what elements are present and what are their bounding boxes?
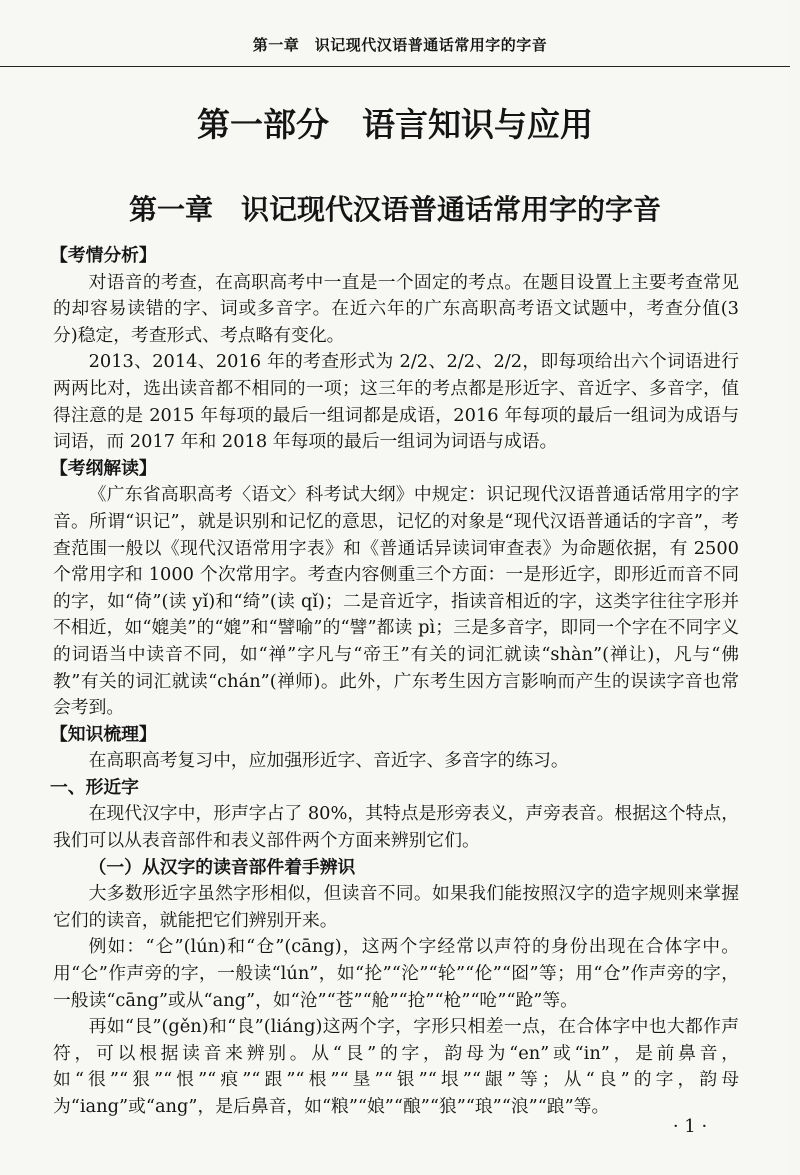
running-header: 第一章 识记现代汉语普通话常用字的字音 [252, 36, 548, 54]
similar-form-characters-intro: 在现代汉字中，形声字占了 80%，其特点是形旁表义，声旁表音。根据这个特点，我们可以从表音部件和表义部件两个方面来辨别它们。 [53, 803, 739, 852]
phonetic-component-paragraph: 例如：“仑”(lún)和“仓”(cāng)，这两个字经常以声符的身份出现在合体字中。用“仑”作声旁的字，一般读“lún”，如“抡”“沦”“轮”“伦”“囵”等；用“仓”作声旁的字，一般读“cāng”或从“ang”，如“沧”“苍”“舱”“抢”“枪”“呛”“跄”等。 [53, 936, 739, 1011]
part-title: 第一部分 语言知识与应用 [197, 105, 593, 144]
phonetic-component-paragraph: 大多数形近字虽然字形相似，但读音不同。如果我们能按照汉字的造字规则来掌握它们的读音，就能把它们辨别开来。 [53, 883, 739, 931]
knowledge-intro: 在高职高考复习中，应加强形近字、音近字、多音字的练习。 [88, 750, 569, 772]
syllabus-paragraph: 《广东省高职高考〈语文〉科考试大纲》中规定：识记现代汉语普通话常用字的字音。所谓“识记”，就是识别和记忆的意思，记忆的对象是“现代汉语普通话的字音”，考查范围一般以《现代汉语常用字表》和《普通话异读词审查表》为命题依据，有 2500 个常用字和 1000 个次常用字。考查内容侧重三个方面：一是形近字，即形近而音不同的字，如“倚”(读 yǐ)和“绮”(读 qǐ)；二是音近字，指读音相近的字，这类字往往字形并不相近，如“媲美”的“媲”和“譬喻”的“譬”都读 pì；三是多音字，即同一个字在不同字义的词语当中读音不同，如“禅”字凡与“帝王”有关的词汇就读“shàn”(禅让)，凡与“佛教”有关的词汇就读“chán”(禅师)。此外，广东考生因方言影响而产生的误读字音也常会考到。 [53, 484, 739, 719]
exam-analysis-heading: 【考情分析】 [50, 245, 157, 266]
exam-analysis-paragraph: 对语音的考查，在高职高考中一直是一个固定的考点。在题目设置上主要考查常见的却容易读错的字、词或多音字。在近六年的广东高职高考语文试题中，考查分值(3 分)稳定，考查形式、考点略有变化。 [53, 271, 739, 346]
chapter-title: 第一章 识记现代汉语普通话常用字的字音 [128, 193, 661, 226]
knowledge-heading: 【知识梳理】 [50, 723, 157, 745]
phonetic-component-heading: （一）从汉字的读音部件着手辨识 [88, 856, 356, 878]
header-rule [0, 66, 790, 67]
similar-form-characters-heading: 一、形近字 [50, 776, 139, 798]
exam-analysis-paragraph: 2013、2014、2016 年的考查形式为 2/2、2/2、2/2，即每项给出六个词语进行两两比对，选出读音都不相同的一项；这三年的考点都是形近字、音近字、多音字，值得注意的是 2015 年每项的最后一组词都是成语，2016 年每项的最后一组词为成语与词语，而 2017 年和 2018 年每项的最后一组词为词语与成语。 [53, 351, 739, 453]
phonetic-component-paragraph: 再如“艮”(gěn)和“良”(liáng)这两个字，字形只相差一点，在合体字中也大都作声符，可以根据读音来辨别。从“艮”的字，韵母为“en”或“in”，是前鼻音，如“很”“狠”“恨”“痕”“跟”“根”“垦”“银”“垠”“龈”等；从“良”的字，韵母为“iang”或“ang”，是后鼻音，如“粮”“娘”“酿”“狼”“琅”“浪”“踉”等。 [53, 1016, 739, 1117]
syllabus-heading: 【考纲解读】 [50, 457, 157, 479]
body-text [50, 243, 739, 1117]
page-number: · 1 · [672, 1116, 708, 1137]
